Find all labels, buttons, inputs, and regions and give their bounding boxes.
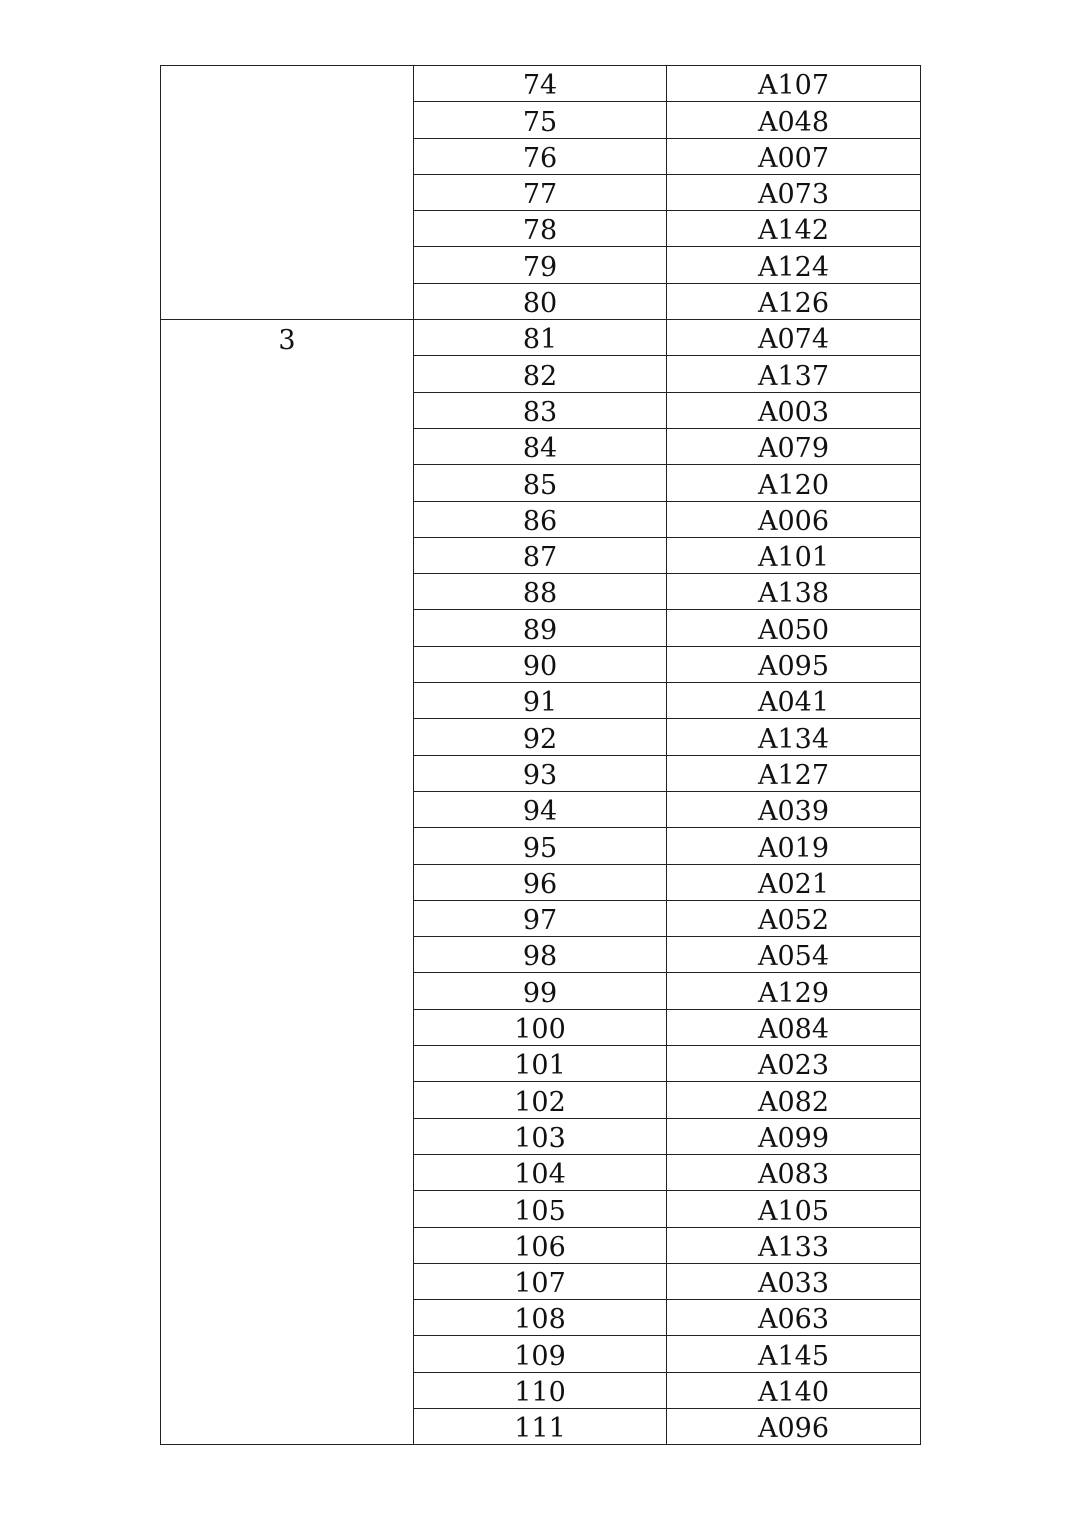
- sequence-number-cell: 88: [414, 574, 667, 610]
- sequence-number-cell: 81: [414, 320, 667, 356]
- code-cell: A023: [667, 1046, 921, 1082]
- code-cell: A133: [667, 1227, 921, 1263]
- sequence-number-cell: 104: [414, 1154, 667, 1190]
- code-cell: A082: [667, 1082, 921, 1118]
- sequence-number-cell: 83: [414, 392, 667, 428]
- code-cell: A063: [667, 1300, 921, 1336]
- sequence-number-cell: 109: [414, 1336, 667, 1372]
- code-cell: A073: [667, 174, 921, 210]
- code-cell: A021: [667, 864, 921, 900]
- sequence-number-cell: 108: [414, 1300, 667, 1336]
- sequence-number-cell: 92: [414, 719, 667, 755]
- sequence-number-cell: 95: [414, 828, 667, 864]
- code-cell: A145: [667, 1336, 921, 1372]
- sequence-number-cell: 90: [414, 646, 667, 682]
- code-cell: A126: [667, 283, 921, 319]
- sequence-number-cell: 79: [414, 247, 667, 283]
- code-cell: A127: [667, 755, 921, 791]
- code-cell: A120: [667, 465, 921, 501]
- code-cell: A142: [667, 211, 921, 247]
- code-cell: A083: [667, 1154, 921, 1190]
- code-cell: A137: [667, 356, 921, 392]
- code-cell: A095: [667, 646, 921, 682]
- group-cell: [161, 66, 414, 320]
- sequence-number-cell: 106: [414, 1227, 667, 1263]
- sequence-number-cell: 94: [414, 791, 667, 827]
- code-cell: A050: [667, 610, 921, 646]
- sequence-number-cell: 96: [414, 864, 667, 900]
- code-cell: A079: [667, 428, 921, 464]
- code-cell: A054: [667, 937, 921, 973]
- sequence-number-cell: 87: [414, 537, 667, 573]
- sequence-number-cell: 74: [414, 66, 667, 102]
- code-cell: A048: [667, 102, 921, 138]
- sequence-number-cell: 80: [414, 283, 667, 319]
- code-cell: A105: [667, 1191, 921, 1227]
- sequence-number-cell: 101: [414, 1046, 667, 1082]
- table-row: [161, 66, 921, 102]
- code-cell: A099: [667, 1118, 921, 1154]
- sequence-number-cell: 93: [414, 755, 667, 791]
- code-cell: A101: [667, 537, 921, 573]
- code-cell: A039: [667, 791, 921, 827]
- sequence-number-cell: 85: [414, 465, 667, 501]
- sequence-number-cell: 99: [414, 973, 667, 1009]
- assignment-table: [160, 65, 921, 1445]
- sequence-number-cell: 103: [414, 1118, 667, 1154]
- sequence-number-cell: 91: [414, 683, 667, 719]
- group-cell: 3: [161, 320, 414, 1445]
- code-cell: A041: [667, 683, 921, 719]
- sequence-number-cell: 89: [414, 610, 667, 646]
- sequence-number-cell: 105: [414, 1191, 667, 1227]
- table-row: [161, 320, 921, 356]
- sequence-number-cell: 78: [414, 211, 667, 247]
- sequence-number-cell: 111: [414, 1408, 667, 1444]
- sequence-number-cell: 100: [414, 1009, 667, 1045]
- code-cell: A140: [667, 1372, 921, 1408]
- code-cell: A006: [667, 501, 921, 537]
- code-cell: A052: [667, 900, 921, 936]
- sequence-number-cell: 76: [414, 138, 667, 174]
- code-cell: A007: [667, 138, 921, 174]
- sequence-number-cell: 84: [414, 428, 667, 464]
- sequence-number-cell: 110: [414, 1372, 667, 1408]
- sequence-number-cell: 98: [414, 937, 667, 973]
- sequence-number-cell: 97: [414, 900, 667, 936]
- sequence-number-cell: 102: [414, 1082, 667, 1118]
- sequence-number-cell: 77: [414, 174, 667, 210]
- sequence-number-cell: 107: [414, 1263, 667, 1299]
- code-cell: A084: [667, 1009, 921, 1045]
- code-cell: A074: [667, 320, 921, 356]
- code-cell: A003: [667, 392, 921, 428]
- code-cell: A138: [667, 574, 921, 610]
- code-cell: A019: [667, 828, 921, 864]
- code-cell: A129: [667, 973, 921, 1009]
- code-cell: A124: [667, 247, 921, 283]
- table-body: [161, 66, 921, 1445]
- sequence-number-cell: 75: [414, 102, 667, 138]
- sequence-number-cell: 86: [414, 501, 667, 537]
- code-cell: A134: [667, 719, 921, 755]
- code-cell: A096: [667, 1408, 921, 1444]
- code-cell: A033: [667, 1263, 921, 1299]
- code-cell: A107: [667, 66, 921, 102]
- sequence-number-cell: 82: [414, 356, 667, 392]
